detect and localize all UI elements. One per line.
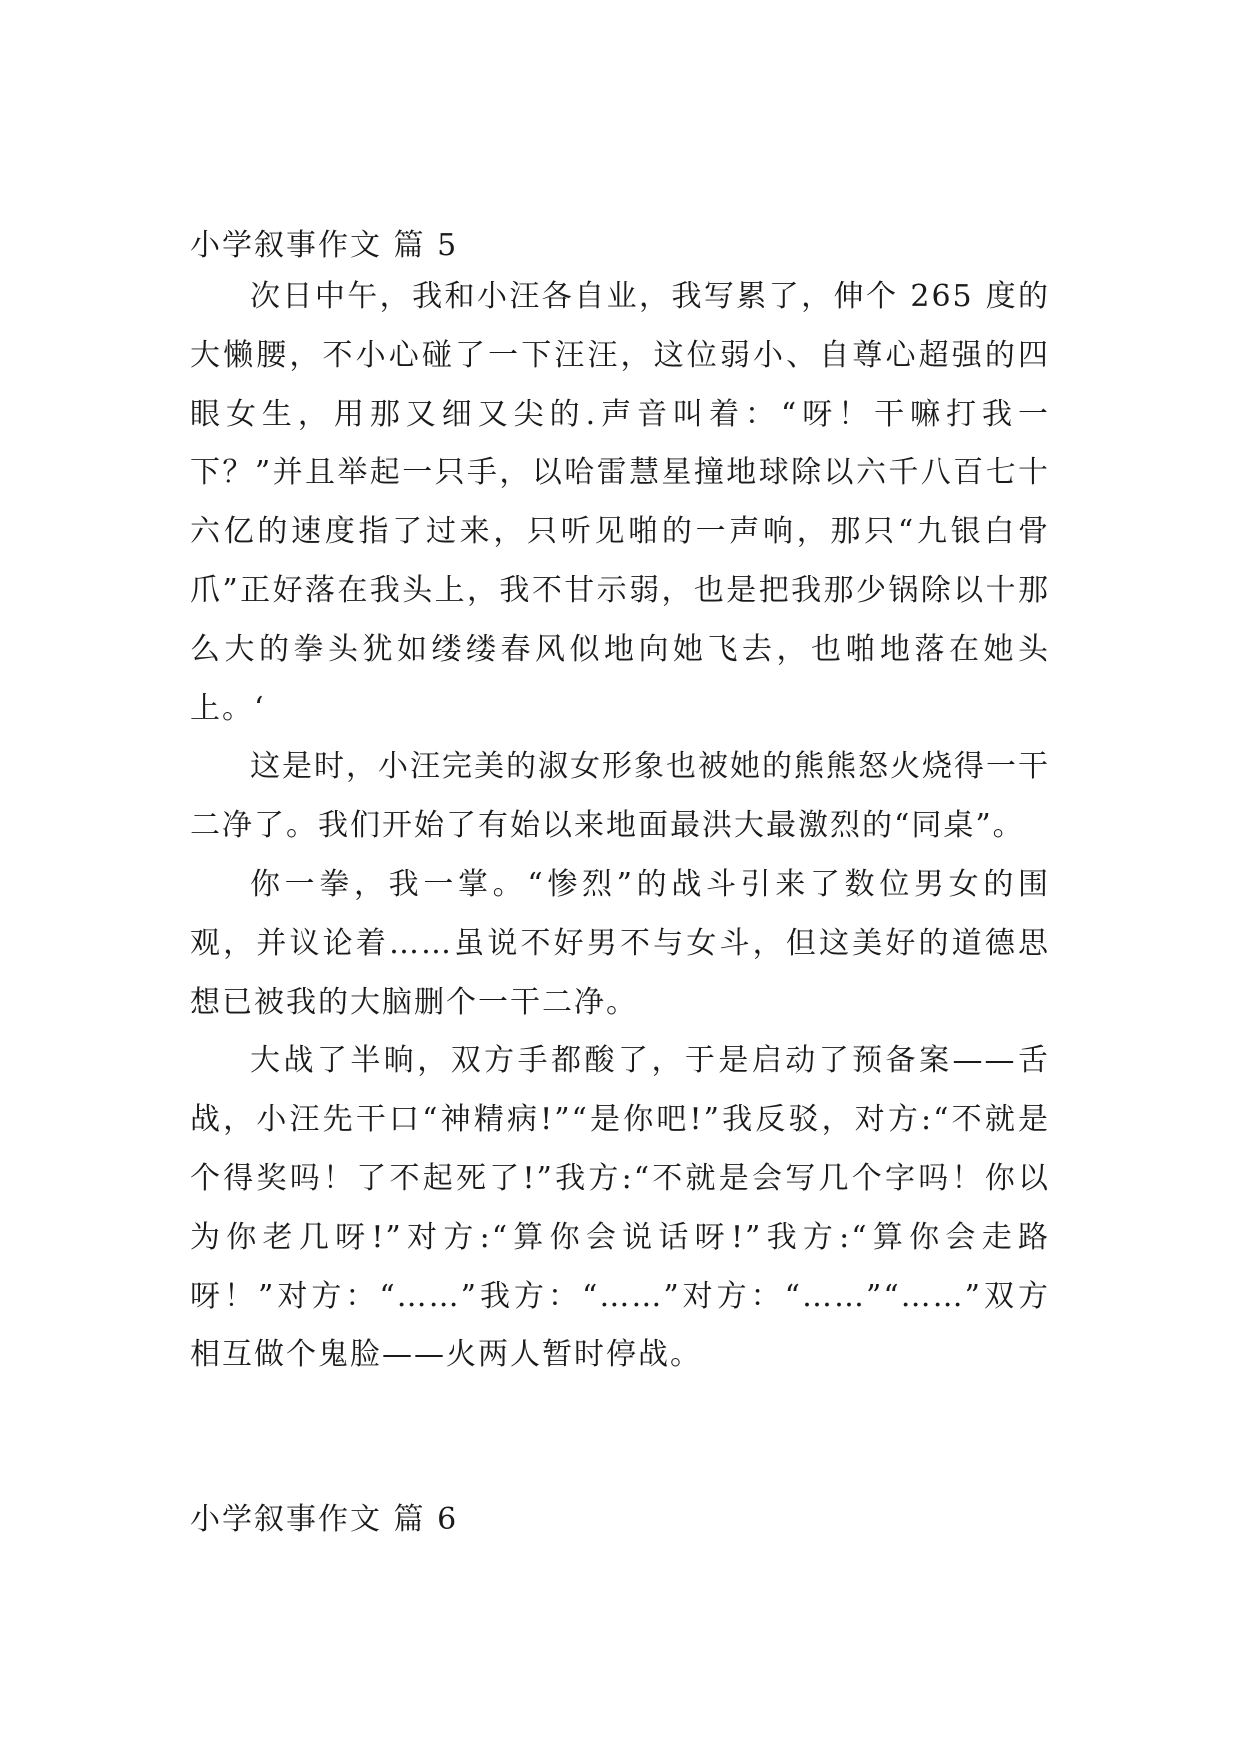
paragraph-2: 这是时，小汪完美的淑女形象也被她的熊熊怒火烧得一干二净了。我们开始了有始以来地面最洪大最激烈的“同桌”。 bbox=[190, 749, 1050, 844]
essay-body bbox=[190, 268, 1050, 1385]
section-title-5: 小学叙事作文 篇 5 bbox=[190, 228, 459, 263]
section-title-6: 小学叙事作文 篇 6 bbox=[190, 1502, 459, 1537]
paragraph-1: 次日中午，我和小汪各自业，我写累了，伸个 265 度的大懒腰，不小心碰了一下汪汪，这位弱小、自尊心超强的四眼女生，用那又细又尖的.声音叫着：“呀！干嘛打我一下？”并且举起一只手，以哈雷慧星撞地球除以六千八百七十六亿的速度指了过来，只听见啪的一声响，那只“九银白骨爪”正好落在我头上，我不甘示弱，也是把我那少锅除以十那么大的拳头犹如缕缕春风似地向她飞去，也啪地落在她头上。‘ bbox=[190, 279, 1050, 726]
paragraph-3: 你一拳，我一掌。“惨烈”的战斗引来了数位男女的围观，并议论着……虽说不好男不与女斗，但这美好的道德思想已被我的大脑删个一干二净。 bbox=[190, 866, 1050, 1020]
paragraph-4: 大战了半晌，双方手都酸了，于是启动了预备案——舌战，小汪先干口“神精病!”“是你吧!”我反驳，对方:“不就是个得奖吗！了不起死了!”我方:“不就是会写几个字吗！你以为你老几呀!”对方:“算你会说话呀!”我方:“算你会走路呀！”对方：“……”我方：“……”对方：“……”“……”双方相互做个鬼脸——火两人暂时停战。 bbox=[190, 1043, 1050, 1373]
